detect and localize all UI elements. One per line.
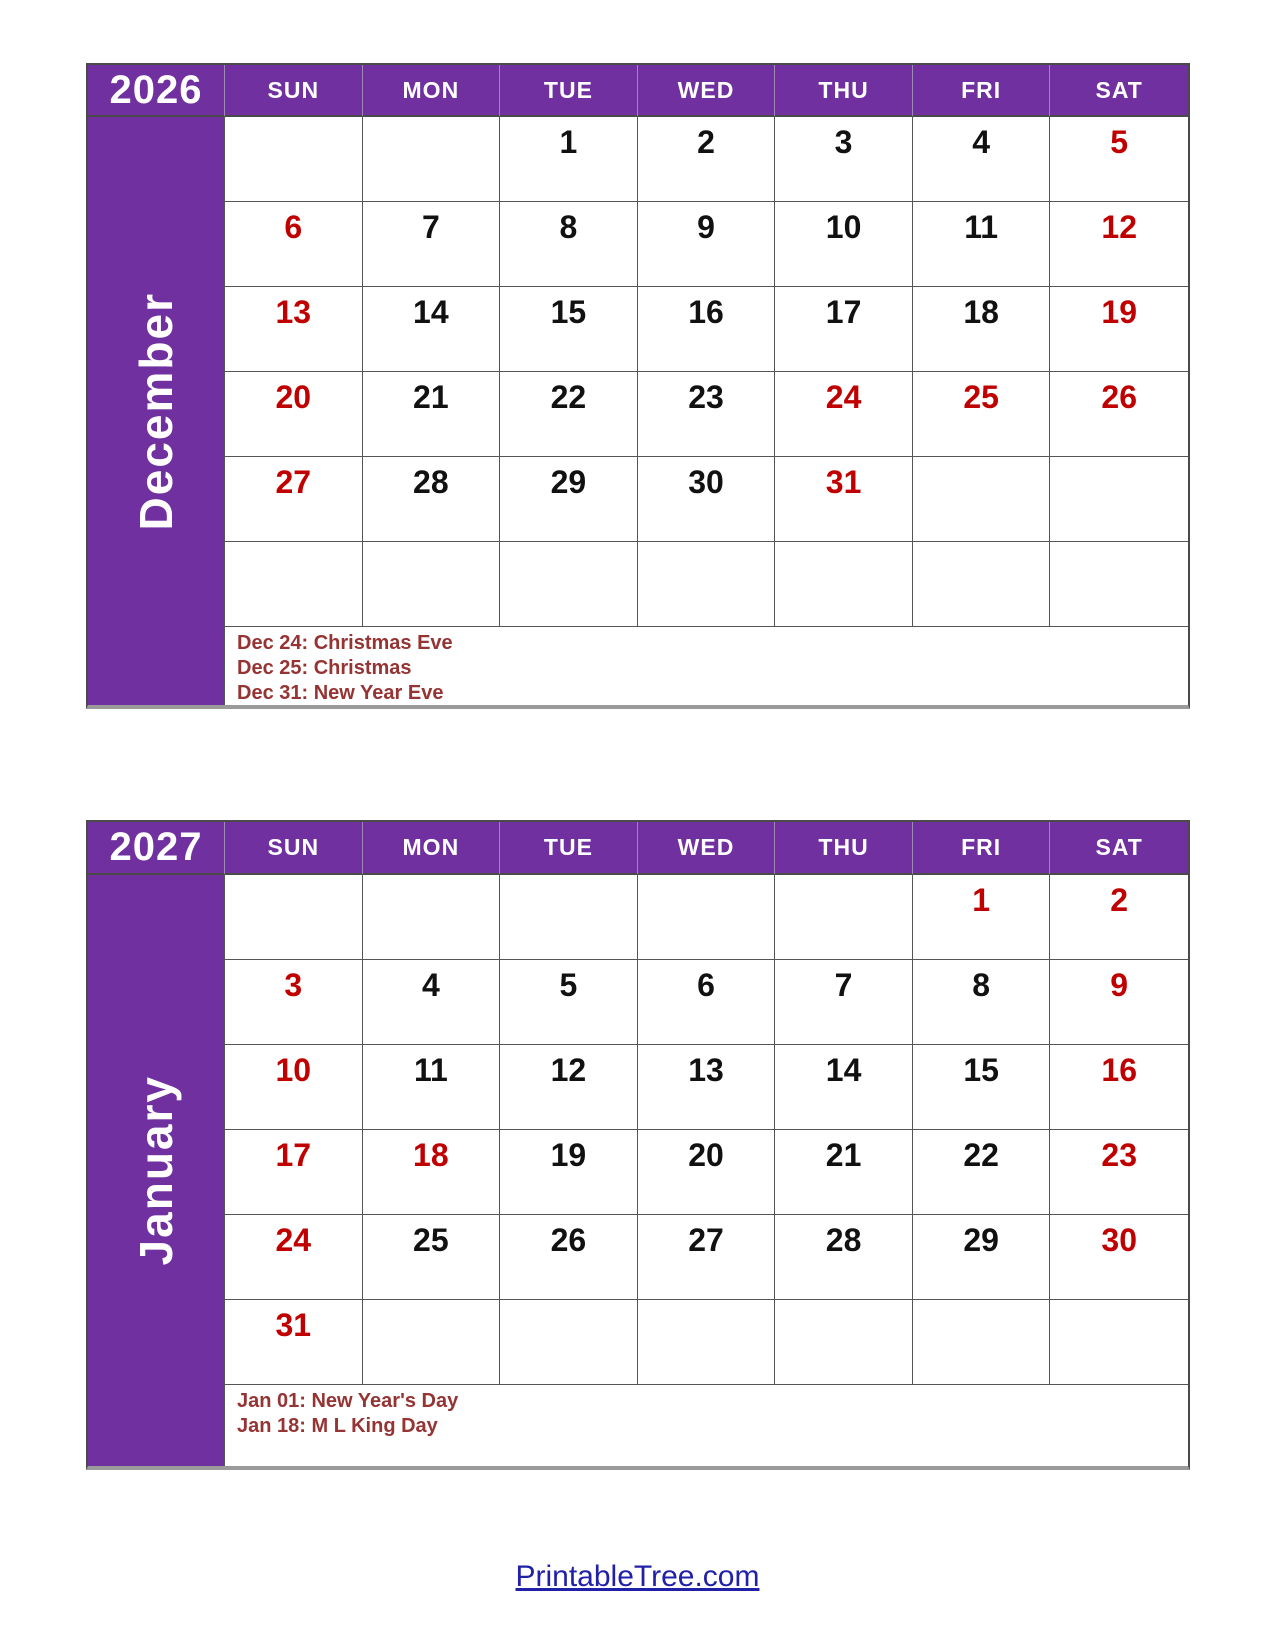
- month-block-january: [86, 820, 1190, 1470]
- date-number: 27: [275, 464, 312, 500]
- date-number: 16: [688, 294, 724, 330]
- date-number: 10: [275, 1052, 312, 1088]
- date-cell: [225, 960, 363, 1045]
- date-number: 11: [413, 1052, 448, 1088]
- day-header-fri: FRI: [913, 822, 1051, 875]
- date-number: 29: [963, 1222, 999, 1258]
- date-number: 31: [825, 464, 862, 500]
- date-cell: [363, 287, 501, 372]
- date-number: 2: [1110, 882, 1129, 918]
- date-number: 14: [413, 294, 449, 330]
- date-cell: [913, 875, 1051, 960]
- date-cell: [225, 372, 363, 457]
- date-cell: [775, 1045, 913, 1130]
- date-cell: [1050, 202, 1188, 287]
- date-cell: [1050, 287, 1188, 372]
- date-cell: [1050, 1215, 1188, 1300]
- date-number: 26: [1101, 379, 1137, 415]
- date-number: 14: [825, 1052, 862, 1088]
- date-number: 24: [275, 1222, 312, 1258]
- date-number: 12: [1101, 209, 1137, 245]
- date-cell: [913, 542, 1051, 627]
- date-cell: [913, 1130, 1051, 1215]
- date-number: 9: [1110, 967, 1129, 1003]
- date-cell: [225, 117, 363, 202]
- date-cell: [225, 875, 363, 960]
- date-cell: [638, 457, 776, 542]
- holiday-note: Jan 01: New Year's Day: [237, 1390, 459, 1412]
- date-cell: [363, 457, 501, 542]
- date-number: 20: [275, 379, 312, 415]
- date-number: 29: [550, 464, 587, 500]
- date-number: 8: [972, 967, 991, 1003]
- date-cell: [363, 372, 501, 457]
- date-cell: [500, 1045, 638, 1130]
- date-number: 19: [550, 1137, 587, 1173]
- date-cell: [775, 1130, 913, 1215]
- date-number: 18: [413, 1137, 449, 1173]
- date-number: 27: [688, 1222, 724, 1258]
- date-cell: [363, 1300, 501, 1385]
- date-number: 8: [559, 209, 578, 245]
- date-number: 22: [550, 379, 587, 415]
- year-header: 2026: [88, 65, 225, 117]
- month-name-label: December: [130, 291, 182, 531]
- date-number: 28: [825, 1222, 862, 1258]
- date-cell: [500, 457, 638, 542]
- date-cell: [638, 542, 776, 627]
- date-number: 22: [963, 1137, 999, 1173]
- date-cell: [225, 1215, 363, 1300]
- date-cell: [638, 875, 776, 960]
- date-cell: [1050, 1130, 1188, 1215]
- date-number: 5: [1110, 124, 1129, 160]
- date-cell: [638, 202, 776, 287]
- date-number: 30: [1101, 1222, 1137, 1258]
- footer-link[interactable]: PrintableTree.com: [515, 1560, 760, 1593]
- day-header-sun: SUN: [225, 65, 363, 117]
- date-number: 24: [825, 379, 862, 415]
- date-number: 10: [825, 209, 862, 245]
- date-cell: [913, 1300, 1051, 1385]
- date-number: 7: [834, 967, 853, 1003]
- date-cell: [638, 1130, 776, 1215]
- date-number: 19: [1101, 294, 1137, 330]
- day-header-tue: TUE: [500, 65, 638, 117]
- date-cell: [638, 117, 776, 202]
- date-cell: [913, 372, 1051, 457]
- date-cell: [363, 960, 501, 1045]
- date-cell: [225, 1130, 363, 1215]
- date-number: 4: [972, 124, 991, 160]
- date-cell: [500, 287, 638, 372]
- date-cell: [500, 1215, 638, 1300]
- date-cell: [775, 287, 913, 372]
- date-number: 6: [284, 209, 303, 245]
- holiday-notes: [225, 627, 1188, 705]
- date-number: 18: [963, 294, 999, 330]
- date-cell: [913, 960, 1051, 1045]
- date-cell: [775, 1300, 913, 1385]
- day-header-tue: TUE: [500, 822, 638, 875]
- date-cell: [500, 542, 638, 627]
- date-number: 13: [688, 1052, 724, 1088]
- date-number: 21: [825, 1137, 862, 1173]
- date-cell: [500, 875, 638, 960]
- holiday-note: Dec 31: New Year Eve: [237, 682, 444, 704]
- date-number: 7: [421, 209, 440, 245]
- date-number: 12: [550, 1052, 587, 1088]
- date-cell: [1050, 542, 1188, 627]
- date-number: 28: [413, 464, 449, 500]
- date-cell: [775, 117, 913, 202]
- date-cell: [913, 457, 1051, 542]
- date-cell: [638, 1215, 776, 1300]
- date-cell: [775, 875, 913, 960]
- month-name-label: January: [130, 1075, 182, 1266]
- date-cell: [775, 542, 913, 627]
- date-cell: [913, 287, 1051, 372]
- day-header-mon: MON: [363, 65, 501, 117]
- date-cell: [1050, 457, 1188, 542]
- day-header-sat: SAT: [1050, 822, 1188, 875]
- date-cell: [363, 1215, 501, 1300]
- date-cell: [363, 1045, 501, 1130]
- date-number: 1: [972, 882, 991, 918]
- date-cell: [225, 202, 363, 287]
- day-header-sat: SAT: [1050, 65, 1188, 117]
- date-cell: [775, 202, 913, 287]
- date-number: 31: [275, 1307, 312, 1343]
- day-header-mon: MON: [363, 822, 501, 875]
- day-header-thu: THU: [775, 822, 913, 875]
- date-cell: [500, 202, 638, 287]
- date-number: 11: [964, 209, 999, 245]
- date-number: 1: [559, 124, 578, 160]
- date-cell: [775, 372, 913, 457]
- date-cell: [225, 287, 363, 372]
- date-cell: [225, 542, 363, 627]
- date-cell: [225, 1300, 363, 1385]
- footer: [0, 1560, 1275, 1594]
- date-number: 5: [559, 967, 578, 1003]
- date-cell: [775, 457, 913, 542]
- date-cell: [638, 1300, 776, 1385]
- date-cell: [913, 202, 1051, 287]
- date-number: 17: [275, 1137, 312, 1173]
- date-number: 2: [697, 124, 715, 160]
- date-number: 15: [963, 1052, 999, 1088]
- date-cell: [500, 960, 638, 1045]
- date-cell: [500, 372, 638, 457]
- holiday-note: Dec 25: Christmas: [237, 657, 412, 679]
- date-cell: [363, 542, 501, 627]
- date-cell: [1050, 1300, 1188, 1385]
- date-number: 30: [688, 464, 724, 500]
- date-number: 17: [825, 294, 862, 330]
- date-number: 23: [1101, 1137, 1137, 1173]
- date-cell: [913, 117, 1051, 202]
- date-number: 3: [834, 124, 853, 160]
- date-cell: [1050, 960, 1188, 1045]
- year-header: 2027: [88, 822, 225, 875]
- date-cell: [775, 960, 913, 1045]
- date-number: 16: [1101, 1052, 1137, 1088]
- holiday-notes: [225, 1385, 1188, 1466]
- date-cell: [500, 1300, 638, 1385]
- date-cell: [638, 1045, 776, 1130]
- date-cell: [500, 117, 638, 202]
- day-header-wed: WED: [638, 822, 776, 875]
- date-cell: [363, 875, 501, 960]
- date-number: 23: [688, 379, 724, 415]
- date-number: 6: [697, 967, 715, 1003]
- date-number: 9: [697, 209, 715, 245]
- date-number: 13: [275, 294, 312, 330]
- holiday-note: Jan 18: M L King Day: [237, 1415, 438, 1437]
- date-cell: [363, 1130, 501, 1215]
- date-cell: [363, 202, 501, 287]
- date-cell: [1050, 1045, 1188, 1130]
- date-cell: [638, 372, 776, 457]
- month-block-december: [86, 63, 1190, 709]
- day-header-wed: WED: [638, 65, 776, 117]
- holiday-note: Dec 24: Christmas Eve: [237, 632, 453, 654]
- day-header-thu: THU: [775, 65, 913, 117]
- month-name-sidebar: [88, 117, 225, 705]
- date-cell: [225, 457, 363, 542]
- date-number: 25: [963, 379, 999, 415]
- date-cell: [775, 1215, 913, 1300]
- date-number: 21: [413, 379, 449, 415]
- date-number: 3: [284, 967, 303, 1003]
- date-cell: [225, 1045, 363, 1130]
- date-cell: [1050, 875, 1188, 960]
- day-header-fri: FRI: [913, 65, 1051, 117]
- date-cell: [363, 117, 501, 202]
- date-cell: [913, 1045, 1051, 1130]
- date-cell: [638, 287, 776, 372]
- date-number: 20: [688, 1137, 724, 1173]
- date-cell: [913, 1215, 1051, 1300]
- date-cell: [500, 1130, 638, 1215]
- date-number: 4: [421, 967, 440, 1003]
- date-number: 15: [550, 294, 587, 330]
- date-number: 25: [413, 1222, 449, 1258]
- date-cell: [1050, 372, 1188, 457]
- date-cell: [638, 960, 776, 1045]
- month-name-sidebar: [88, 875, 225, 1466]
- day-header-sun: SUN: [225, 822, 363, 875]
- date-cell: [1050, 117, 1188, 202]
- date-number: 26: [550, 1222, 587, 1258]
